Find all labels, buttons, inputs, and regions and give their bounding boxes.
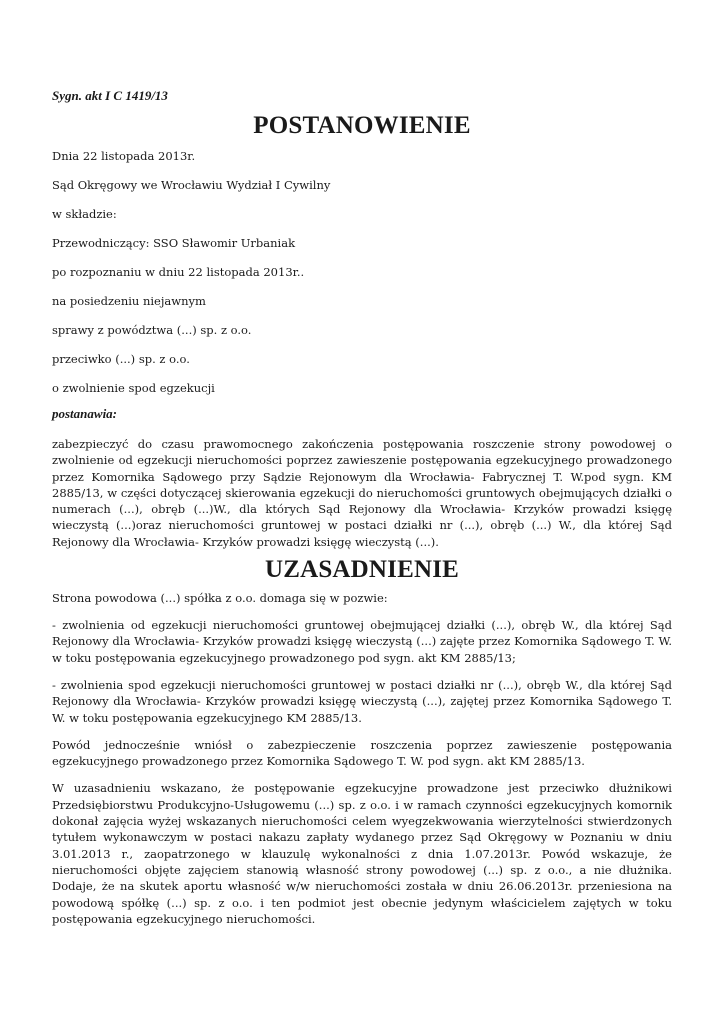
defendant-line: przeciwko (...) sp. z o.o. [52, 352, 190, 366]
decision-paragraph: zabezpieczyć do czasu prawomocnego zakończenia postępowania roszczenie strony powodowej o zwolnienie od egzekucji nieruchomości poprzez zawieszenie postępowania egzekucyjnego prowadzonego przez Komornika Sądowego przy Sądzie Rejonowym dla Wrocławia- Fabrycznej T. W.pod sygn. KM 2885/13, w części dotyczącej skierowania egzekucji do nieruchomości gruntowych obejmujących działki o numerach (...), obręb (...)W., dla których Sąd Rejonowy dla Wrocławia- Krzyków prowadzi księgę wieczystą (...)oraz nieruchomości gruntowej w postaci działki nr (...), obręb (...) W., dla której Sąd Rejonowy dla Wrocławia- Krzyków prowadzi księgę wieczystą (...). [52, 437, 672, 549]
justification-paragraph: Strona powodowa (...) spółka z o.o. domaga się w pozwie: [52, 591, 388, 606]
document-title: POSTANOWIENIE [253, 112, 471, 139]
composition-line: w składzie: [52, 207, 117, 221]
justification-paragraph: Powód jednocześnie wniósł o zabezpieczenie roszczenia poprzez zawieszenie postępowania egzekucyjnego prowadzonego przez Komornika Sądowego T. W. pod sygn. akt KM 2885/13. [52, 737, 672, 769]
justification-paragraph: W uzasadnieniu wskazano, że postępowanie egzekucyjne prowadzone jest przeciwko dłużnikowi Przedsiębiorstwu Produkcyjno-Usługowemu (...) sp. z o.o. i w ramach czynności egzekucyjnych komornik dokonał zajęcia wyżej wskazanych nieruchomości celem wyegzekwowania wierzytelności stwierdzonych tytułem wykonawczym w postaci nakazu zapłaty wydanego przez Sąd Okręgowy w Poznaniu w dniu 3.01.2013 r., zaopatrzonego w klauzulę wykonalności z dnia 1.07.2013r. Powód wskazuje, że nieruchomości objęte zajęciem stanowią własność strony powodowej (...) sp. z o.o., a nie dłużnika. Dodaje, że na skutek aportu własność w/w nieruchomości została w dniu 26.06.2013r. przeniesiona na powodową spółkę (...) sp. z o.o. i ten podmiot jest obecnie jedynym właścicielem zajętych w toku postępowania egzekucyjnego nieruchomości. [52, 781, 672, 926]
case-number: Sygn. akt I C 1419/13 [52, 88, 168, 103]
justification-paragraph: - zwolnienia spod egzekucji nieruchomości gruntowej w postaci działki nr (...), obręb W., dla której Sąd Rejonowy dla Wrocławia- Krzyków prowadzi księgę wieczystą (...), zajętej przez Komornika Sądowego T. W. w toku postępowania egzekucyjnego KM 2885/13. [52, 677, 672, 725]
presiding-judge-line: Przewodniczący: SSO Sławomir Urbaniak [52, 236, 296, 250]
hearing-date-line: po rozpoznaniu w dniu 22 listopada 2013r.. [52, 265, 305, 279]
plaintiff-line: sprawy z powództwa (...) sp. z o.o. [52, 323, 252, 337]
session-line: na posiedzeniu niejawnym [52, 294, 206, 308]
justification-paragraph: - zwolnienia od egzekucji nieruchomości gruntowej obejmującej działki (...), obręb W., dla której Sąd Rejonowy dla Wrocławia- Krzyków prowadzi księgę wieczystą (...) zajęte przez Komornika Sądowego T. W. w toku postępowania egzekucyjnego prowadzonego pod sygn. akt KM 2885/13; [52, 618, 672, 665]
justification-title: UZASADNIENIE [264, 556, 460, 584]
court-line: Sąd Okręgowy we Wrocławiu Wydział I Cywilny [52, 178, 331, 192]
document-page [52, 88, 672, 927]
date-line: Dnia 22 listopada 2013r. [52, 149, 196, 163]
subject-line: o zwolnienie spod egzekucji [52, 381, 215, 395]
decides-label: postanawia: [52, 406, 118, 421]
